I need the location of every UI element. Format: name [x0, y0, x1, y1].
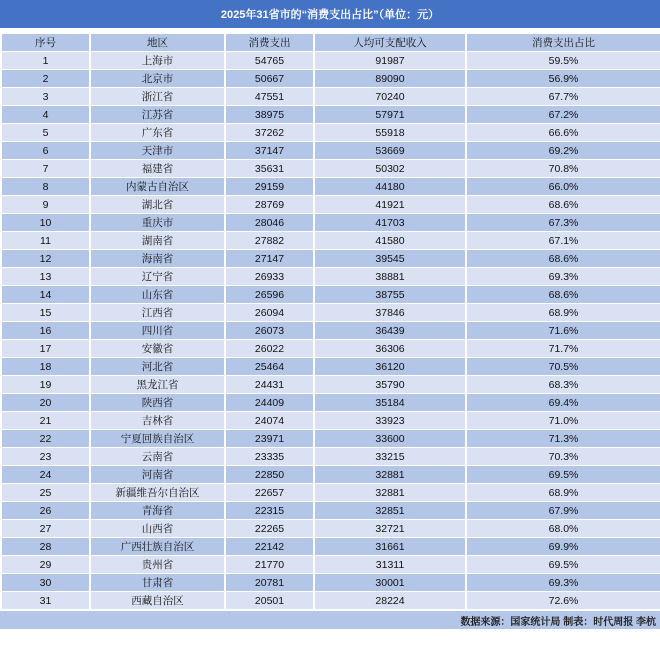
cell-region: 云南省 — [90, 448, 225, 466]
cell-region: 山东省 — [90, 286, 225, 304]
table-row — [1, 556, 660, 574]
cell-ratio: 68.6% — [466, 250, 660, 268]
cell-income: 33215 — [314, 448, 466, 466]
cell-region: 河北省 — [90, 358, 225, 376]
cell-consumption: 24409 — [225, 394, 314, 412]
cell-income: 36306 — [314, 340, 466, 358]
table-row — [1, 286, 660, 304]
cell-ratio: 67.1% — [466, 232, 660, 250]
cell-income: 38881 — [314, 268, 466, 286]
cell-index: 5 — [1, 124, 90, 142]
cell-income: 31311 — [314, 556, 466, 574]
cell-index: 31 — [1, 592, 90, 610]
table-row — [1, 124, 660, 142]
table-row — [1, 52, 660, 70]
cell-region: 广西壮族自治区 — [90, 538, 225, 556]
table-row — [1, 304, 660, 322]
cell-consumption: 26022 — [225, 340, 314, 358]
cell-ratio: 67.3% — [466, 214, 660, 232]
cell-income: 32851 — [314, 502, 466, 520]
table-row — [1, 160, 660, 178]
cell-region: 吉林省 — [90, 412, 225, 430]
cell-ratio: 68.6% — [466, 286, 660, 304]
cell-consumption: 26933 — [225, 268, 314, 286]
cell-ratio: 68.9% — [466, 484, 660, 502]
cell-index: 28 — [1, 538, 90, 556]
cell-index: 7 — [1, 160, 90, 178]
cell-income: 35790 — [314, 376, 466, 394]
cell-consumption: 26596 — [225, 286, 314, 304]
cell-income: 36439 — [314, 322, 466, 340]
cell-region: 新疆维吾尔自治区 — [90, 484, 225, 502]
cell-ratio: 69.2% — [466, 142, 660, 160]
cell-income: 36120 — [314, 358, 466, 376]
cell-income: 37846 — [314, 304, 466, 322]
table-title: 2025年31省市的“消费支出占比”（单位：元） — [0, 0, 660, 30]
table-row — [1, 340, 660, 358]
cell-index: 6 — [1, 142, 90, 160]
cell-income: 30001 — [314, 574, 466, 592]
source-footer: 数据来源：国家统计局 制表：时代周报 李杭 — [0, 611, 660, 629]
cell-region: 北京市 — [90, 70, 225, 88]
cell-index: 13 — [1, 268, 90, 286]
cell-index: 16 — [1, 322, 90, 340]
table-row — [1, 358, 660, 376]
cell-index: 20 — [1, 394, 90, 412]
cell-income: 41703 — [314, 214, 466, 232]
table-row — [1, 322, 660, 340]
cell-index: 23 — [1, 448, 90, 466]
cell-ratio: 69.4% — [466, 394, 660, 412]
cell-ratio: 69.5% — [466, 466, 660, 484]
cell-region: 福建省 — [90, 160, 225, 178]
cell-consumption: 50667 — [225, 70, 314, 88]
cell-region: 内蒙古自治区 — [90, 178, 225, 196]
cell-region: 陕西省 — [90, 394, 225, 412]
header-index: 序号 — [1, 34, 90, 52]
cell-consumption: 21770 — [225, 556, 314, 574]
cell-consumption: 24431 — [225, 376, 314, 394]
header-income: 人均可支配收入 — [314, 34, 466, 52]
table-row — [1, 142, 660, 160]
cell-ratio: 67.2% — [466, 106, 660, 124]
table-row — [1, 466, 660, 484]
cell-region: 安徽省 — [90, 340, 225, 358]
cell-region: 上海市 — [90, 52, 225, 70]
cell-ratio: 69.3% — [466, 574, 660, 592]
cell-income: 89090 — [314, 70, 466, 88]
table-row — [1, 394, 660, 412]
cell-region: 海南省 — [90, 250, 225, 268]
cell-income: 70240 — [314, 88, 466, 106]
cell-income: 50302 — [314, 160, 466, 178]
cell-consumption: 35631 — [225, 160, 314, 178]
cell-index: 14 — [1, 286, 90, 304]
cell-region: 黑龙江省 — [90, 376, 225, 394]
data-table — [0, 33, 660, 610]
cell-ratio: 70.5% — [466, 358, 660, 376]
cell-ratio: 68.0% — [466, 520, 660, 538]
cell-consumption: 37262 — [225, 124, 314, 142]
cell-ratio: 69.5% — [466, 556, 660, 574]
cell-index: 25 — [1, 484, 90, 502]
cell-region: 湖北省 — [90, 196, 225, 214]
cell-ratio: 69.9% — [466, 538, 660, 556]
table-row — [1, 178, 660, 196]
cell-consumption: 28046 — [225, 214, 314, 232]
cell-income: 32881 — [314, 466, 466, 484]
cell-income: 44180 — [314, 178, 466, 196]
table-row — [1, 592, 660, 610]
cell-consumption: 54765 — [225, 52, 314, 70]
cell-index: 27 — [1, 520, 90, 538]
cell-index: 2 — [1, 70, 90, 88]
table-row — [1, 448, 660, 466]
cell-ratio: 72.6% — [466, 592, 660, 610]
cell-ratio: 66.0% — [466, 178, 660, 196]
cell-index: 17 — [1, 340, 90, 358]
table-row — [1, 250, 660, 268]
cell-ratio: 59.5% — [466, 52, 660, 70]
cell-income: 57971 — [314, 106, 466, 124]
cell-consumption: 25464 — [225, 358, 314, 376]
cell-ratio: 71.0% — [466, 412, 660, 430]
cell-region: 广东省 — [90, 124, 225, 142]
cell-consumption: 22850 — [225, 466, 314, 484]
cell-index: 3 — [1, 88, 90, 106]
cell-index: 24 — [1, 466, 90, 484]
table-row — [1, 70, 660, 88]
cell-index: 19 — [1, 376, 90, 394]
table-row — [1, 88, 660, 106]
cell-index: 10 — [1, 214, 90, 232]
cell-ratio: 66.6% — [466, 124, 660, 142]
header-consumption: 消费支出 — [225, 34, 314, 52]
cell-ratio: 70.3% — [466, 448, 660, 466]
table-row — [1, 538, 660, 556]
table-row — [1, 430, 660, 448]
cell-ratio: 71.7% — [466, 340, 660, 358]
cell-region: 浙江省 — [90, 88, 225, 106]
cell-income: 32881 — [314, 484, 466, 502]
cell-index: 29 — [1, 556, 90, 574]
cell-region: 江苏省 — [90, 106, 225, 124]
cell-region: 湖南省 — [90, 232, 225, 250]
cell-index: 15 — [1, 304, 90, 322]
cell-consumption: 22142 — [225, 538, 314, 556]
cell-ratio: 56.9% — [466, 70, 660, 88]
table-row — [1, 232, 660, 250]
cell-consumption: 29159 — [225, 178, 314, 196]
cell-index: 1 — [1, 52, 90, 70]
cell-region: 四川省 — [90, 322, 225, 340]
cell-consumption: 20781 — [225, 574, 314, 592]
cell-ratio: 71.6% — [466, 322, 660, 340]
cell-consumption: 23971 — [225, 430, 314, 448]
cell-income: 39545 — [314, 250, 466, 268]
cell-consumption: 27147 — [225, 250, 314, 268]
table-row — [1, 520, 660, 538]
cell-income: 91987 — [314, 52, 466, 70]
cell-consumption: 38975 — [225, 106, 314, 124]
cell-consumption: 37147 — [225, 142, 314, 160]
cell-ratio: 71.3% — [466, 430, 660, 448]
cell-consumption: 22265 — [225, 520, 314, 538]
table-row — [1, 412, 660, 430]
table-row — [1, 376, 660, 394]
cell-consumption: 26094 — [225, 304, 314, 322]
cell-consumption: 47551 — [225, 88, 314, 106]
cell-income: 41921 — [314, 196, 466, 214]
cell-income: 33600 — [314, 430, 466, 448]
cell-region: 青海省 — [90, 502, 225, 520]
cell-consumption: 20501 — [225, 592, 314, 610]
cell-region: 山西省 — [90, 520, 225, 538]
cell-index: 4 — [1, 106, 90, 124]
cell-ratio: 68.3% — [466, 376, 660, 394]
cell-region: 重庆市 — [90, 214, 225, 232]
cell-region: 宁夏回族自治区 — [90, 430, 225, 448]
cell-consumption: 28769 — [225, 196, 314, 214]
header-region: 地区 — [90, 34, 225, 52]
cell-income: 28224 — [314, 592, 466, 610]
cell-ratio: 68.6% — [466, 196, 660, 214]
cell-index: 30 — [1, 574, 90, 592]
table-row — [1, 196, 660, 214]
cell-index: 22 — [1, 430, 90, 448]
cell-index: 11 — [1, 232, 90, 250]
cell-income: 41580 — [314, 232, 466, 250]
cell-ratio: 69.3% — [466, 268, 660, 286]
cell-income: 38755 — [314, 286, 466, 304]
cell-index: 21 — [1, 412, 90, 430]
header-ratio: 消费支出占比 — [466, 34, 660, 52]
cell-index: 12 — [1, 250, 90, 268]
cell-income: 55918 — [314, 124, 466, 142]
cell-income: 31661 — [314, 538, 466, 556]
cell-index: 9 — [1, 196, 90, 214]
cell-region: 西藏自治区 — [90, 592, 225, 610]
cell-ratio: 67.9% — [466, 502, 660, 520]
cell-income: 33923 — [314, 412, 466, 430]
cell-income: 32721 — [314, 520, 466, 538]
cell-consumption: 26073 — [225, 322, 314, 340]
cell-region: 辽宁省 — [90, 268, 225, 286]
cell-consumption: 23335 — [225, 448, 314, 466]
table-row — [1, 502, 660, 520]
cell-index: 18 — [1, 358, 90, 376]
header-row — [1, 34, 660, 52]
table-row — [1, 484, 660, 502]
cell-income: 53669 — [314, 142, 466, 160]
cell-region: 河南省 — [90, 466, 225, 484]
cell-index: 8 — [1, 178, 90, 196]
cell-ratio: 68.9% — [466, 304, 660, 322]
table-row — [1, 214, 660, 232]
cell-consumption: 22657 — [225, 484, 314, 502]
cell-consumption: 27882 — [225, 232, 314, 250]
table-row — [1, 574, 660, 592]
cell-region: 甘肃省 — [90, 574, 225, 592]
cell-region: 江西省 — [90, 304, 225, 322]
cell-region: 天津市 — [90, 142, 225, 160]
table-row — [1, 106, 660, 124]
cell-ratio: 70.8% — [466, 160, 660, 178]
table-row — [1, 268, 660, 286]
cell-ratio: 67.7% — [466, 88, 660, 106]
cell-index: 26 — [1, 502, 90, 520]
cell-consumption: 22315 — [225, 502, 314, 520]
cell-region: 贵州省 — [90, 556, 225, 574]
cell-consumption: 24074 — [225, 412, 314, 430]
cell-income: 35184 — [314, 394, 466, 412]
